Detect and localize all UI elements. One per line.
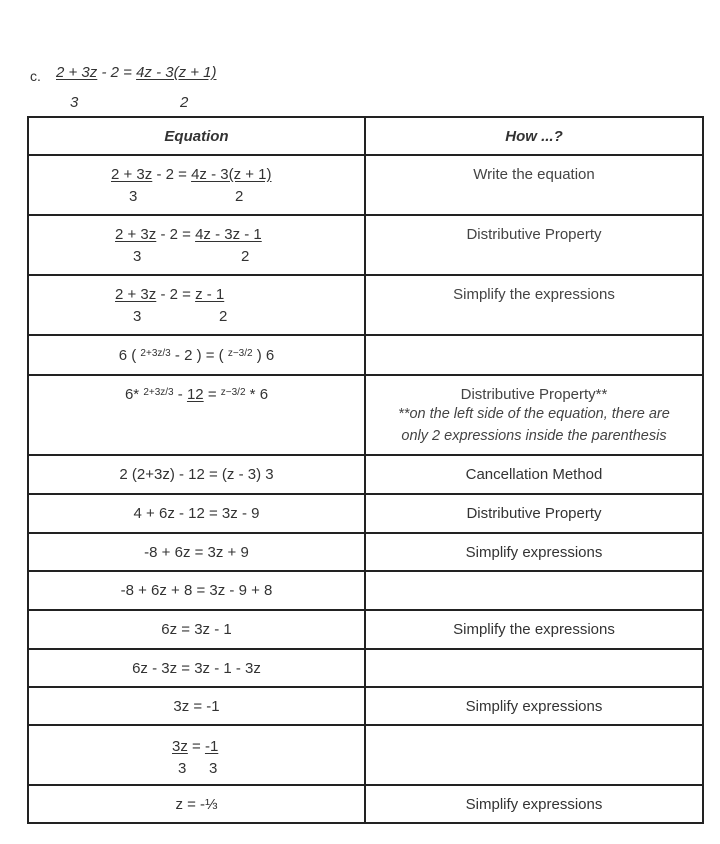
table-row <box>28 455 703 494</box>
how-cell <box>365 725 703 785</box>
table-row <box>28 571 703 610</box>
how-cell <box>365 649 703 687</box>
equation-cell <box>28 275 365 335</box>
numerator-left: 2 + 3z <box>115 226 157 243</box>
how-cell: Write the equation <box>365 155 703 215</box>
table-row <box>28 687 703 725</box>
how-cell <box>365 375 703 455</box>
inline-fraction: z−3/2 <box>220 387 246 398</box>
table-row <box>28 155 703 215</box>
table-row <box>28 610 703 649</box>
note-line-2: only 2 expressions inside the parenthesis <box>401 428 667 444</box>
equation-table <box>27 116 704 824</box>
equation-cell: 6z - 3z = 3z - 1 - 3z <box>28 649 365 687</box>
table-header-row <box>28 117 703 155</box>
equation-middle: - 2 = <box>156 226 196 243</box>
inline-fraction: 2+3z/3 <box>143 387 174 398</box>
numerator-left: 2 + 3z <box>111 166 153 183</box>
equation-text: - 2 ) = ( <box>170 346 228 364</box>
denominator-left: 3 <box>133 248 142 265</box>
equation-middle: - 2 = <box>156 286 196 303</box>
table-row <box>28 725 703 785</box>
equation-cell: 4 + 6z - 12 = 3z - 9 <box>28 494 365 533</box>
equation-cell: 6z = 3z - 1 <box>28 610 365 649</box>
equation-middle: - 2 = <box>152 166 192 183</box>
equation-cell: -8 + 6z = 3z + 9 <box>28 533 365 571</box>
equation-text: 6 ( <box>118 346 141 364</box>
problem-label: c. <box>30 68 41 84</box>
table-row <box>28 335 703 375</box>
header-how: How ...? <box>365 117 703 155</box>
denominator-right: 2 <box>219 308 228 325</box>
equation-middle: = <box>187 738 205 755</box>
denominator-right: 2 <box>241 248 250 265</box>
equation-text: 6* <box>124 386 144 403</box>
numerator-right: 4z - 3(z + 1) <box>191 166 272 183</box>
problem-denominator-right: 2 <box>180 94 189 111</box>
problem-denominator-left: 3 <box>70 94 79 111</box>
inline-fraction: 2+3z/3 <box>140 347 171 359</box>
how-cell: Distributive Property <box>365 215 703 275</box>
equation-cell: 2 (2+3z) - 12 = (z - 3) 3 <box>28 455 365 494</box>
how-cell <box>365 335 703 375</box>
numerator-left: 3z <box>172 738 188 755</box>
how-cell <box>365 571 703 610</box>
problem-equation <box>56 64 217 81</box>
how-cell: Simplify expressions <box>365 533 703 571</box>
how-cell: Cancellation Method <box>365 455 703 494</box>
problem-numerator-right: 4z - 3(z + 1) <box>136 64 217 81</box>
numerator-right: 4z - 3z - 1 <box>195 226 262 243</box>
equation-text: ) 6 <box>252 346 275 364</box>
table-row <box>28 649 703 687</box>
how-cell: Distributive Property <box>365 494 703 533</box>
how-cell: Simplify the expressions <box>365 275 703 335</box>
how-cell: Simplify the expressions <box>365 610 703 649</box>
how-text: Distributive Property** <box>460 386 608 403</box>
inline-fraction: z−3/2 <box>227 347 253 359</box>
denominator-left: 3 <box>129 188 138 205</box>
equation-cell <box>28 725 365 785</box>
numerator-right: -1 <box>204 738 219 755</box>
header-equation: Equation <box>28 117 365 155</box>
table-row <box>28 215 703 275</box>
equation-cell: -8 + 6z + 8 = 3z - 9 + 8 <box>28 571 365 610</box>
problem-numerator-left: 2 + 3z <box>56 64 98 81</box>
equation-cell: z = -⅓ <box>28 785 365 823</box>
equation-cell <box>28 155 365 215</box>
table-row <box>28 785 703 823</box>
equation-cell: 3z = -1 <box>28 687 365 725</box>
table-row <box>28 375 703 455</box>
table-row <box>28 494 703 533</box>
table-row <box>28 275 703 335</box>
equation-cell <box>28 335 365 375</box>
note-line-1: **on the left side of the equation, there are <box>398 406 670 422</box>
denominator-left: 3 <box>178 760 187 777</box>
how-cell: Simplify expressions <box>365 687 703 725</box>
problem-middle: - 2 = <box>97 64 137 81</box>
how-cell: Simplify expressions <box>365 785 703 823</box>
table-row <box>28 533 703 571</box>
numerator-left: 2 + 3z <box>115 286 157 303</box>
equation-text: = <box>203 386 221 403</box>
equation-text: * 6 <box>245 386 269 403</box>
equation-cell <box>28 215 365 275</box>
denominator-right: 2 <box>235 188 244 205</box>
underlined-term: 12 <box>186 386 204 403</box>
denominator-right: 3 <box>209 760 218 777</box>
equation-text: - <box>173 386 187 403</box>
denominator-left: 3 <box>133 308 142 325</box>
numerator-right: z - 1 <box>195 286 225 303</box>
equation-cell <box>28 375 365 455</box>
